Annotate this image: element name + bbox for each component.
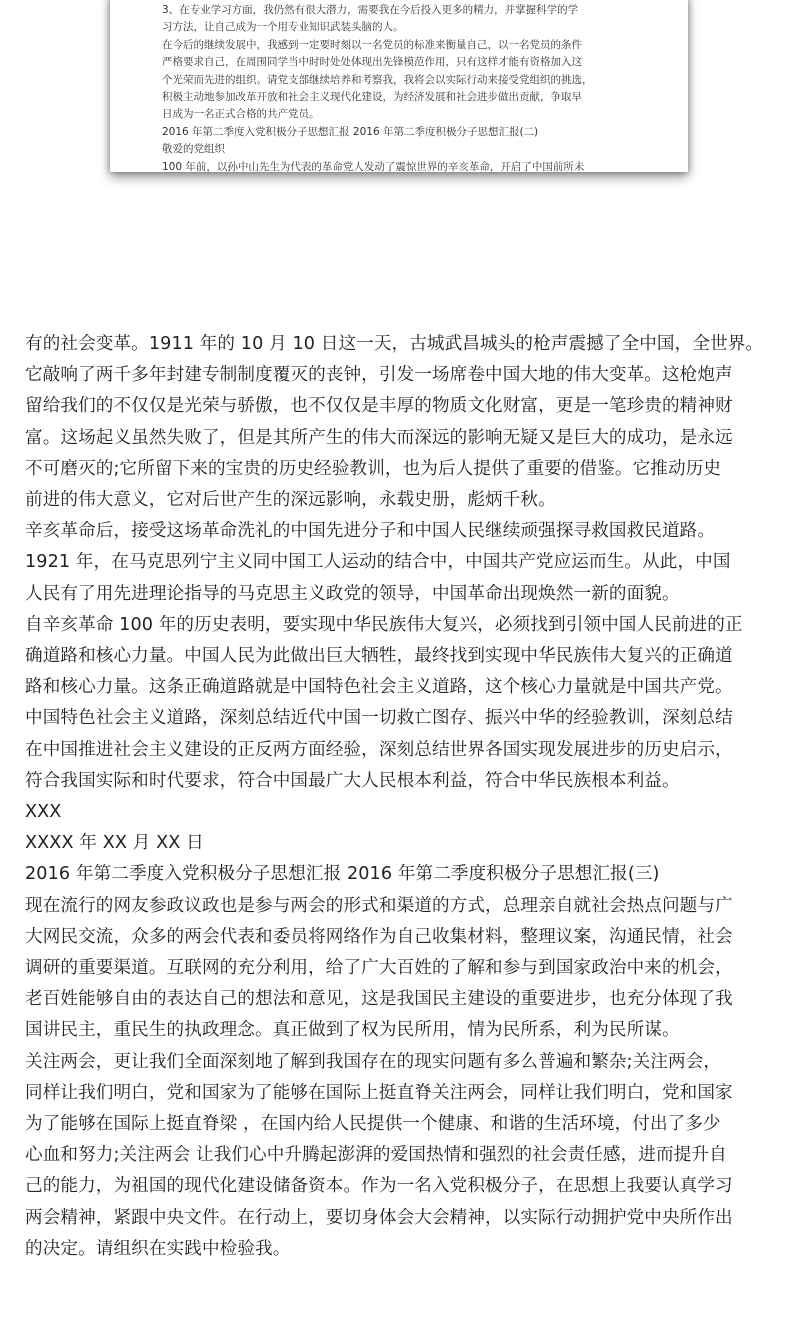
body-line: 留给我们的不仅仅是光荣与骄傲，也不仅仅是丰厚的物质文化财富，更是一笔珍贵的精神财 [25,396,733,417]
body-line: 同样让我们明白，党和国家为了能够在国际上挺直脊关注两会，同样让我们明白，党和国家 [25,1082,733,1103]
preview-line: 日成为一名正式合格的共产党员。 [162,108,320,121]
preview-line: 个光荣而先进的组织。请党支部继续培养和考察我，我将会以实际行动来接受党组织的挑选， [162,73,593,86]
body-line: 老百姓能够自由的表达自己的想法和意见，这是我国民主建设的重要进步，也充分体现了我 [25,989,733,1010]
preview-line: 习方法，让自己成为一个用专业知识武装头脑的人。 [162,21,404,34]
body-line: 调研的重要渠道。互联网的充分利用，给了广大百姓的了解和参与到国家政治中来的机会， [25,958,733,979]
body-line: 富。这场起义虽然失败了，但是其所产生的伟大而深远的影响无疑又是巨大的成功，是永远 [25,427,733,448]
body-line: XXX [25,802,62,823]
body-line: 1921 年，在马克思列宁主义同中国工人运动的结合中，中国共产党应运而生。从此，中国 [25,552,731,573]
body-line: 有的社会变革。1911 年的 10 月 10 日这一天，古城武昌城头的枪声震撼了全中国，全世界。 [25,334,764,354]
preview-line: 积极主动地参加改革开放和社会主义现代化建设，为经济发展和社会进步做出贡献，争取早 [162,91,582,103]
body-line: 国讲民主，重民生的执政理念。真正做到了权为民所用，情为民所系，利为民所谋。 [25,1020,680,1041]
body-line: 己的能力，为祖国的现代化建设储备资本。作为一名入党积极分子，在思想上我要认真学习 [25,1176,733,1197]
body-line: 心血和努力;关注两会 让我们心中升腾起澎湃的爱国热情和强烈的社会责任感，进而提升自 [25,1145,727,1166]
preview-line: 100 年前，以孙中山先生为代表的革命党人发动了震惊世界的辛亥革命，开启了中国前所未 [162,160,585,173]
body-line: 自辛亥革命 100 年的历史表明，要实现中华民族伟大复兴，必须找到引领中国人民前进的正 [25,614,743,635]
body-line: 不可磨灭的;它所留下来的宝贵的历史经验教训，也为后人提供了重要的借鉴。它推动历史 [25,458,722,479]
preview-line: 在今后的继续发展中，我感到一定要时刻以一名党员的标准来衡量自己，以一名党员的条件 [162,38,582,51]
body-line: 它敲响了两千多年封建专制制度覆灭的丧钟，引发一场席卷中国大地的伟大变革。这枪炮声 [25,365,733,386]
document-preview-card [110,0,688,172]
preview-line: 严格要求自己，在周围同学当中时时处处体现出先锋模范作用，只有这样才能有资格加入这 [162,56,582,69]
body-line: 中国特色社会主义道路，深刻总结近代中国一切救亡图存、振兴中华的经验教训，深刻总结 [25,708,733,729]
body-line: 符合我国实际和时代要求，符合中国最广大人民根本利益，符合中华民族根本利益。 [25,770,680,791]
body-line: XXXX 年 XX 月 XX 日 [25,833,204,854]
body-line: 两会精神，紧跟中央文件。在行动上，要切身体会大会精神，以实际行动拥护党中央所作出 [25,1207,733,1228]
body-line: 现在流行的网友参政议政也是参与两会的形式和渠道的方式，总理亲自就社会热点问题与广 [25,895,733,916]
preview-line: 3、在专业学习方面，我仍然有很大潜力，需要我在今后投入更多的精力，并掌握科学的学 [162,4,579,16]
body-line: 前进的伟大意义，它对后世产生的深远影响，永载史册，彪炳千秋。 [25,490,556,511]
preview-line: 2016 年第二季度入党积极分子思想汇报 2016 年第二季度积极分子思想汇报(二) [162,125,539,138]
document-body [25,329,795,1265]
body-line: 路和核心力量。这条正确道路就是中国特色社会主义道路，这个核心力量就是中国共产党。 [25,677,733,698]
body-line: 的决定。请组织在实践中检验我。 [25,1238,291,1259]
body-line: 确道路和核心力量。中国人民为此做出巨大牺牲，最终找到实现中华民族伟大复兴的正确道 [25,646,733,667]
body-line: 2016 年第二季度入党积极分子思想汇报 2016 年第二季度积极分子思想汇报(三) [25,864,660,885]
body-line: 关注两会，更让我们全面深刻地了解到我国存在的现实问题有多么普遍和繁杂;关注两会， [25,1051,722,1072]
body-line: 辛亥革命后，接受这场革命洗礼的中国先进分子和中国人民继续顽强探寻救国救民道路。 [25,521,716,542]
body-line: 为了能够在国际上挺直脊梁 ，在国内给人民提供一个健康、和谐的生活环境，付出了多少 [25,1114,721,1135]
body-line: 人民有了用先进理论指导的马克思主义政党的领导，中国革命出现焕然一新的面貌。 [25,583,680,604]
body-line: 在中国推进社会主义建设的正反两方面经验，深刻总结世界各国实现发展进步的历史启示， [25,739,733,760]
body-line: 大网民交流，众多的两会代表和委员将网络作为自己收集材料，整理议案，沟通民情，社会 [25,926,733,947]
preview-line: 敬爱的党组织 [162,143,225,156]
